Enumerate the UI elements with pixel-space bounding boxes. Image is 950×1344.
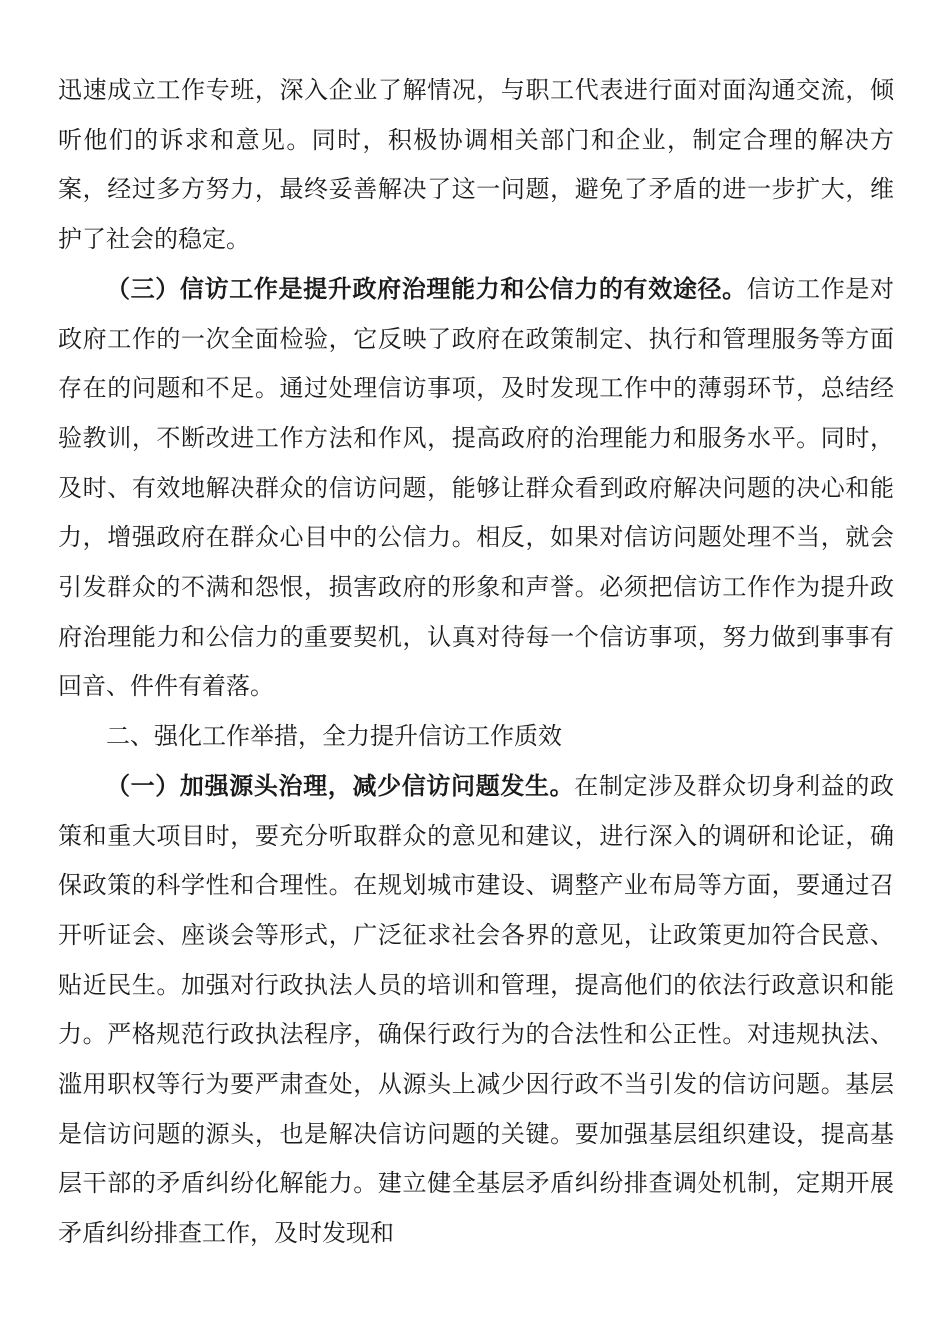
chapter-heading-text: 二、强化工作举措，全力提升信访工作质效 [106,722,562,751]
section-heading-bold: （一）加强源头治理，减少信访问题发生。 [106,771,575,800]
section-heading-bold: （三）信访工作是提升政府治理能力和公信力的有效途径。 [106,274,747,303]
chapter-heading [58,712,894,762]
paragraph-continuation [58,66,894,265]
paragraph-text: 迅速成立工作专班，深入企业了解情况，与职工代表进行面对面沟通交流，倾听他们的诉求和意见。同时，积极协调相关部门和企业，制定合理的解决方案，经过多方努力，最终妥善解决了这一问题，避免了矛盾的进一步扩大，维护了社会的稳定。 [58,76,894,254]
paragraph-subsection-1 [58,762,894,1259]
paragraph-section-3 [58,265,894,712]
document-body [58,66,894,1259]
paragraph-text: 信访工作是对政府工作的一次全面检验，它反映了政府在政策制定、执行和管理服务等方面存在的问题和不足。通过处理信访事项，及时发现工作中的薄弱环节，总结经验教训，不断改进工作方法和作风，提高政府的治理能力和服务水平。同时，及时、有效地解决群众的信访问题，能够让群众看到政府解决问题的决心和能力，增强政府在群众心目中的公信力。相反，如果对信访问题处理不当，就会引发群众的不满和怨恨，损害政府的形象和声誉。必须把信访工作作为提升政府治理能力和公信力的重要契机，认真对待每一个信访事项，努力做到事事有回音、件件有着落。 [58,274,895,701]
paragraph-text: 在制定涉及群众切身利益的政策和重大项目时，要充分听取群众的意见和建议，进行深入的调研和论证，确保政策的科学性和合理性。在规划城市建设、调整产业布局等方面，要通过召开听证会、座谈会等形式，广泛征求社会各界的意见，让政策更加符合民意、贴近民生。加强对行政执法人员的培训和管理，提高他们的依法行政意识和能力。严格规范行政执法程序，确保行政行为的合法性和公正性。对违规执法、滥用职权等行为要严肃查处，从源头上减少因行政不当引发的信访问题。基层是信访问题的源头，也是解决信访问题的关键。要加强基层组织建设，提高基层干部的矛盾纠纷化解能力。建立健全基层矛盾纠纷排查调处机制，定期开展矛盾纠纷排查工作，及时发现和 [58,771,895,1248]
